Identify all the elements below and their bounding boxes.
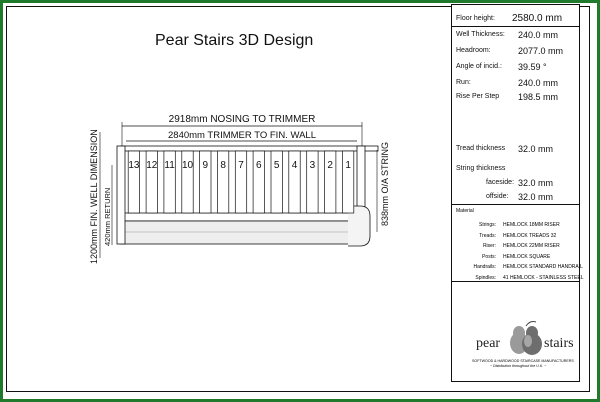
step-number: 3 — [309, 160, 316, 171]
material-separator — [452, 204, 579, 205]
material-row: Riser: HEMLOCK 22MM RISER — [482, 243, 560, 249]
material-row: Spindles: 41 HEMLOCK - STAINLESS STEEL — [475, 274, 584, 281]
pear-icon — [506, 320, 546, 356]
step-number: 2 — [327, 160, 333, 171]
material-row: Posts: HEMLOCK SQUARE — [482, 253, 551, 260]
material-row: Treads: HEMLOCK TREADS 32 — [479, 232, 557, 239]
step-number: 11 — [164, 160, 175, 171]
step-number: 7 — [238, 160, 244, 171]
step-number: 6 — [256, 160, 262, 171]
string-dim-label: 838mm O/A STRING — [380, 141, 390, 226]
string-body — [120, 221, 364, 244]
logo-word-stairs: stairs — [544, 336, 574, 351]
trimmer-dimension — [126, 130, 357, 141]
step-number: 13 — [128, 160, 140, 171]
material-bottom-separator — [452, 281, 579, 282]
trimmer-dim-label: 2840mm TRIMMER TO FIN. WALL — [168, 130, 316, 141]
step-number: 10 — [181, 160, 194, 171]
spec-separator — [452, 26, 579, 27]
newel-post-left — [117, 146, 125, 244]
step-number: 12 — [146, 160, 158, 171]
pear-stairs-logo — [470, 318, 585, 378]
step-number: 8 — [220, 160, 226, 171]
step-number: 9 — [202, 160, 209, 171]
material-title: Material — [456, 208, 474, 214]
logo-tagline-distribution: ~ Distribution throughout the U.K. ~ — [490, 364, 547, 368]
step-number: 1 — [345, 160, 351, 171]
drawing-title: Pear Stairs 3D Design — [155, 32, 314, 49]
string-top — [120, 213, 364, 221]
material-row: Strings: HEMLOCK 18MM RISER — [479, 222, 560, 228]
return-dimension — [103, 165, 112, 246]
material-row: Handrails: HEMLOCK STANDARD HANDRAIL — [473, 264, 583, 270]
logo-word-pear: pear — [476, 336, 501, 351]
return-dim-label: 420mm RETURN — [103, 187, 112, 246]
handrail — [120, 146, 378, 151]
well-dimension — [89, 129, 100, 264]
well-dim-label: 1200mm FIN. WELL DIMENSION — [89, 129, 99, 264]
step-number: 4 — [291, 160, 298, 171]
spec-panel: Floor height: 2580.0 mm Well Thickness: 240.0 mm Headroom: 2077.0 mm Angle of incid.: 39.59 ° Run: 240.0 mm Rise Per Step 198.5 mm Tread thickness 32.0 mm String thickness faceside: 32.0 mm offside: 32.0 mm Material Strings: HEMLOCK 18MM RISER Treads: HEMLOCK TREADS 32 Riser: HEMLOCK 22MM RISER Posts: HEMLOCK SQUARE Handrails: HEMLOCK STANDARD HANDRAIL Spindles: 41 HEMLOCK - STAINLESS STEEL — [451, 4, 580, 382]
string-dimension — [377, 142, 390, 232]
step-number: 5 — [273, 160, 280, 171]
logo-tagline: SOFTWOOD & HARDWOOD STAIRCASE MANUFACTURERS — [472, 359, 574, 363]
nosing-dim-label: 2918mm NOSING TO TRIMMER — [168, 114, 316, 125]
